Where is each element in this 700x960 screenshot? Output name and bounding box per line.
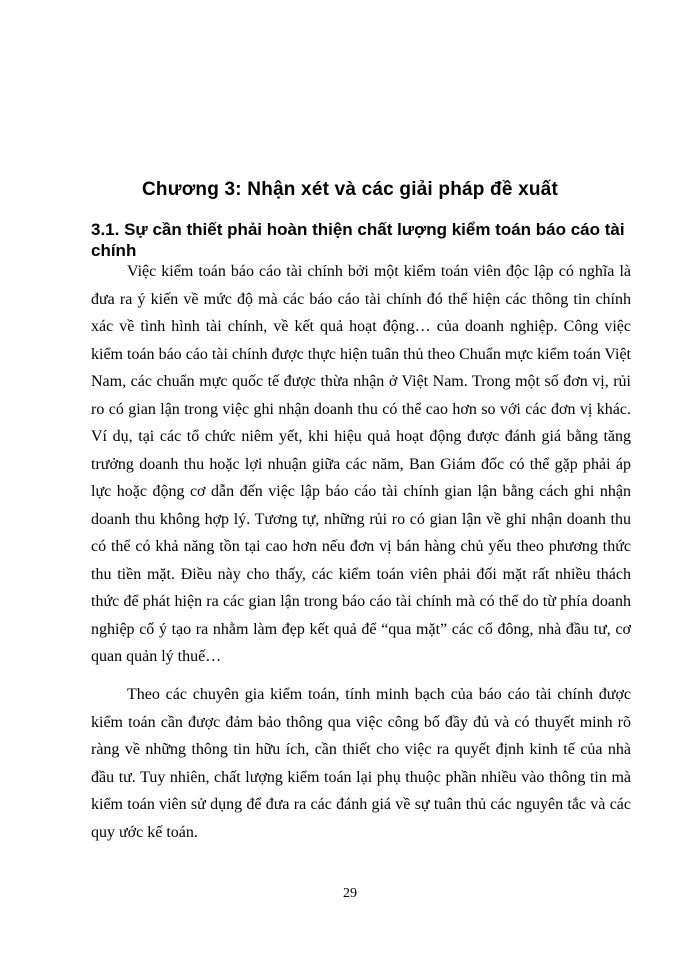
page-number: 29 bbox=[343, 886, 357, 901]
body-paragraph: Việc kiểm toán báo cáo tài chính bởi một kiểm toán viên độc lập có nghĩa là đưa ra ý kiến về mức độ mà các báo cáo tài chính đó thể hiện các thông tin chính xác về tình hình tài chính, về kết quả hoạt động… của doanh nghiệp. Công việc kiểm toán báo cáo tài chính được thực hiện tuân thủ theo Chuẩn mực kiểm toán Việt Nam, các chuẩn mực quốc tế được thừa nhận ở Việt Nam. Trong một số đơn vị, rủi ro có gian lận trong việc ghi nhận doanh thu có thể cao hơn so với các đơn vị khác. Ví dụ, tại các tổ chức niêm yết, khi hiệu quả hoạt động được đánh giá bằng tăng trưởng doanh thu hoặc lợi nhuận giữa các năm, Ban Giám đốc có thể gặp phải áp lực hoặc động cơ dẫn đến việc lập báo cáo tài chính gian lận bằng cách ghi nhận doanh thu không hợp lý. Tương tự, những rủi ro có gian lận về ghi nhận doanh thu có thể có khả năng tồn tại cao hơn nếu đơn vị bán hàng chủ yếu theo phương thức thu tiền mặt. Điều này cho thấy, các kiểm toán viên phải đối mặt rất nhiều thách thức để phát hiện ra các gian lận trong báo cáo tài chính mà có thể do từ phía doanh nghiệp cố ý tạo ra nhằm làm đẹp kết quả để “qua mặt” các cổ đông, nhà đầu tư, cơ quan quản lý thuế… bbox=[91, 263, 631, 665]
chapter-title: Chương 3: Nhận xét và các giải pháp đề xuất bbox=[142, 179, 558, 200]
section-heading: 3.1. Sự cần thiết phải hoàn thiện chất lượng kiểm toán báo cáo tài chính bbox=[91, 220, 625, 260]
body-paragraph: Theo các chuyên gia kiểm toán, tính minh bạch của báo cáo tài chính được kiểm toán cần được đảm bảo thông qua việc công bố đầy đủ và có thuyết minh rõ ràng về những thông tin hữu ích, cần thiết cho việc ra quyết định kinh tế của nhà đầu tư. Tuy nhiên, chất lượng kiểm toán lại phụ thuộc phần nhiều vào thông tin mà kiểm toán viên sử dụng để đưa ra các đánh giá về sự tuân thủ các nguyên tắc và các quy ước kế toán. bbox=[91, 686, 631, 841]
